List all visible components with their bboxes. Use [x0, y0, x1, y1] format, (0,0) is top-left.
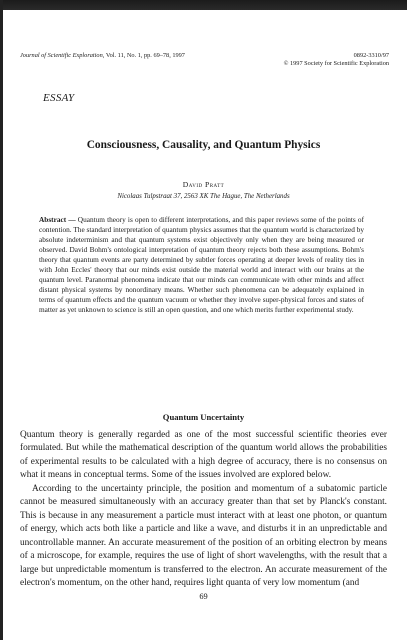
scan-left-edge [0, 0, 3, 640]
running-header [20, 52, 389, 68]
journal-name: Journal of Scientific Exploration, [20, 52, 105, 59]
issn: 0892-3310/97 [353, 52, 389, 59]
abstract-label: Abstract — [39, 215, 76, 224]
section-heading: Quantum Uncertainty [162, 412, 245, 422]
section-type: ESSAY [43, 92, 75, 104]
author-name: David Pratt [182, 180, 225, 189]
article-title: Consciousness, Causality, and Quantum Physics [86, 139, 321, 151]
body-text [20, 429, 387, 590]
author-address: Nicolaas Tulpstraat 37, 2563 XK The Hague, The Netherlands [117, 193, 290, 200]
abstract [39, 215, 364, 315]
page-number: 69 [199, 592, 208, 601]
paragraph: Quantum theory is generally regarded as one of the most successful scientific theories ever formulated. But while the mathematical description of the quantum world allows the probabilities of experimental results to be calculated with a high degree of accuracy, there is no consensus on what it means in conceptual terms. Some of the issues involved are explored below. [20, 430, 387, 481]
volume-pages: Vol. 11, No. 1, pp. 69–78, 1997 [105, 52, 185, 59]
copyright: © 1997 Society for Scientific Exploration [283, 60, 389, 68]
abstract-text: Quantum theory is open to different interpretations, and this paper reviews some of the points of contention. The standard interpretation of quantum physics assumes that the quantum world is characterized by absolute indeterminism and that quantum systems exist objectively only when they are being measured or observed. David Bohm's ontological interpretation of quantum theory rejects both these assumptions. Bohm's theory that quantum events are party determined by subtler forces operating at deeper levels of reality ties in with John Eccles' theory that our minds exist outside the material world and interact with our brains at the quantum level. Paranormal phenomena indicate that our minds can communicate with other minds and affect distant physical systems by nonordinary means. Whether such phenomena can be adequately explained in terms of quantum effects and the quantum vacuum or whether they involve super-physical forces and states of matter as yet unknown to science is still an open question, and one which merits further experimental study. [39, 215, 365, 315]
paragraph: According to the uncertainty principle, the position and momentum of a subatomic particle cannot be measured simultaneously with an accuracy greater than that set by Planck's constant. This is because in any measurement a particle must interact with at least one photon, or quantum of energy, which acts both like a particle and like a wave, and disturbs it in an unpredictable and uncontrollable manner. An accurate measurement of the position of an orbiting electron by means of a microscope, for example, requires the use of light of short wavelengths, with the result that a large but unpredictable momentum is transferred to the electron. An accurate measurement of the electron's momentum, on the other hand, requires light quanta of very low momentum (and [20, 483, 387, 588]
scan-top-edge [0, 0, 407, 10]
header-right [284, 52, 389, 69]
